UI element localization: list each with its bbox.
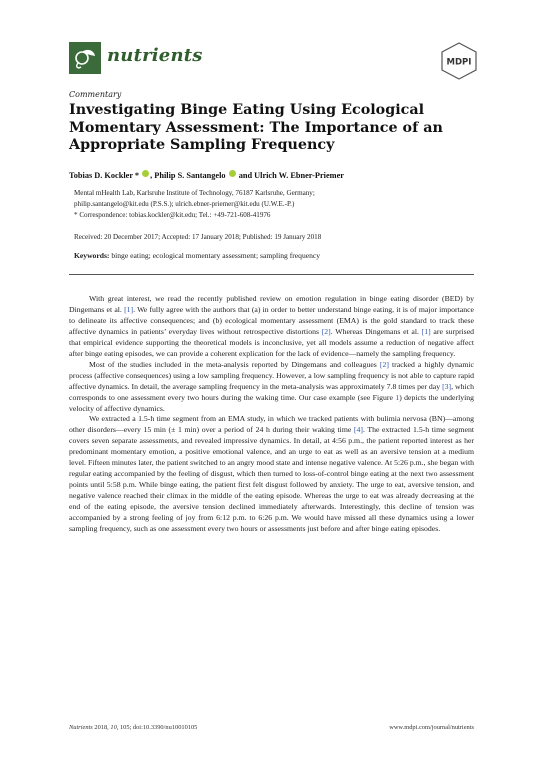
mdpi-logo-icon bbox=[439, 42, 479, 80]
journal-name: nutrients bbox=[107, 45, 203, 66]
keywords-label: Keywords: bbox=[74, 251, 110, 260]
affiliation-line: Mental mHealth Lab, Karlsruhe Institute of Technology, 76187 Karlsruhe, Germany; bbox=[74, 189, 315, 197]
affiliation-line: philip.santangelo@kit.edu (P.S.S.); ulrich.ebner-priemer@kit.edu (U.W.E.-P.) bbox=[74, 200, 295, 208]
author-list bbox=[69, 170, 344, 180]
author-2: , Philip S. Santangelo bbox=[150, 171, 226, 180]
body-paragraph: We extracted a 1.5-h time segment from an EMA study, in which we tracked patients with bulimia nervosa (BN)—among other disorders—every 15 min (± 1 min) over a period of 24 h during their waking time [4]. The extracted 1.5-h time segment covers seven separate assessments, and revealed impressive dynamics. In detail, at 4:56 p.m., the patient reported interest as her predominant momentary emotion, a positive emotional valence, and an urge to eat as well as an aversive tension at a medium level. Fifteen minutes later, the patient switched to an angry mood state and intense negative valence. At 5:26 p.m., she began with regular eating accompanied by the feeling of disgust, which then turned to loss-of-control binge eating at the next two assessment points until 5:58 p.m. While binge eating, the patient first felt disgust followed by anxiety. The urge to eat, aversive tension, and negative valence reached their climax in the middle of the eating episode. Whereas the urge to eat was already decreasing at the end of the eating episode, the aversive tension declined immediately afterwards. Interestingly, this decline of tension was accompanied by a strong feeling of joy from 6:12 p.m. to 6:26 p.m. We would have missed all these dynamics using a lower sampling frequency, such as one assessment every two hours or assessments just before and after binge eating episodes. bbox=[69, 414, 474, 534]
citation-link[interactable]: [3] bbox=[442, 381, 452, 391]
keywords-list: binge eating; ecological momentary assessment; sampling frequency bbox=[109, 251, 321, 260]
footer-journal: Nutrients bbox=[69, 724, 93, 731]
affiliations bbox=[74, 188, 494, 221]
article-type: Commentary bbox=[69, 90, 122, 99]
body-paragraph: With great interest, we read the recently published review on emotion regulation in binge eating disorder (BED) by Dingemans et al. [1]. We fully agree with the authors that (a) in order to better understand binge eating, it is of major importance to delineate its affective consequences; and (b) ecological momentary assessment (EMA) is the gold standard to track these affective dynamics in patients’ everyday lives without retrospective distortions [2]. Whereas Dingemans et al. [1] are surprised that empirical evidence supporting the theoretical models is inconclusive, yet all models assume a reduction of negative affect after binge eating episodes, we can provide a coherent explication for the lack of evidence—namely the sampling frequency. bbox=[69, 294, 475, 358]
article-body bbox=[69, 294, 474, 535]
orcid-icon[interactable] bbox=[142, 170, 149, 177]
author-1: Tobias D. Kockler * bbox=[69, 171, 140, 180]
citation-link[interactable]: [1] bbox=[421, 326, 431, 336]
orcid-icon[interactable] bbox=[229, 170, 236, 177]
keywords bbox=[74, 251, 320, 260]
figure-link[interactable]: 1 bbox=[395, 392, 400, 402]
citation-link[interactable]: [2] bbox=[379, 359, 389, 369]
body-paragraph: Most of the studies included in the meta-analysis reported by Dingemans and colleagues [2] tracked a highly dynamic process (affective consequences) using a low sampling frequency. However, a low sampling frequency is not able to capture rapid affective dynamics. In detail, the average sampling frequency in the meta-analysis was approximately 7.8 times per day [3], which corresponds to one assessment every two hours during the waking time. Our case example (see Figure 1) depicts the underlying velocity of affective dynamics. bbox=[69, 359, 474, 413]
footer-url[interactable]: www.mdpi.com/journal/nutrients bbox=[389, 724, 474, 731]
author-3: and Ulrich W. Ebner-Priemer bbox=[236, 171, 344, 180]
correspondence-line: * Correspondence: tobias.kockler@kit.edu; Tel.: +49-721-608-41976 bbox=[74, 211, 271, 219]
publication-dates: Received: 20 December 2017; Accepted: 17 January 2018; Published: 19 January 2018 bbox=[74, 233, 322, 241]
citation-link[interactable]: [2] bbox=[321, 326, 331, 336]
section-divider bbox=[69, 274, 474, 275]
footer-citation: Nutrients 2018, 10, 105; doi:10.3390/nu10010105 bbox=[69, 724, 198, 731]
footer-volume: 10 bbox=[110, 724, 117, 731]
citation-link[interactable]: [1] bbox=[124, 304, 134, 314]
journal-header bbox=[69, 42, 479, 78]
article-title: Investigating Binge Eating Using Ecological Momentary Assessment: The Importance of an Appropriate Sampling Frequency bbox=[69, 102, 443, 153]
journal-logo-icon bbox=[69, 42, 101, 74]
publisher-name: MDPI bbox=[446, 57, 472, 68]
citation-link[interactable]: [4] bbox=[353, 425, 363, 435]
